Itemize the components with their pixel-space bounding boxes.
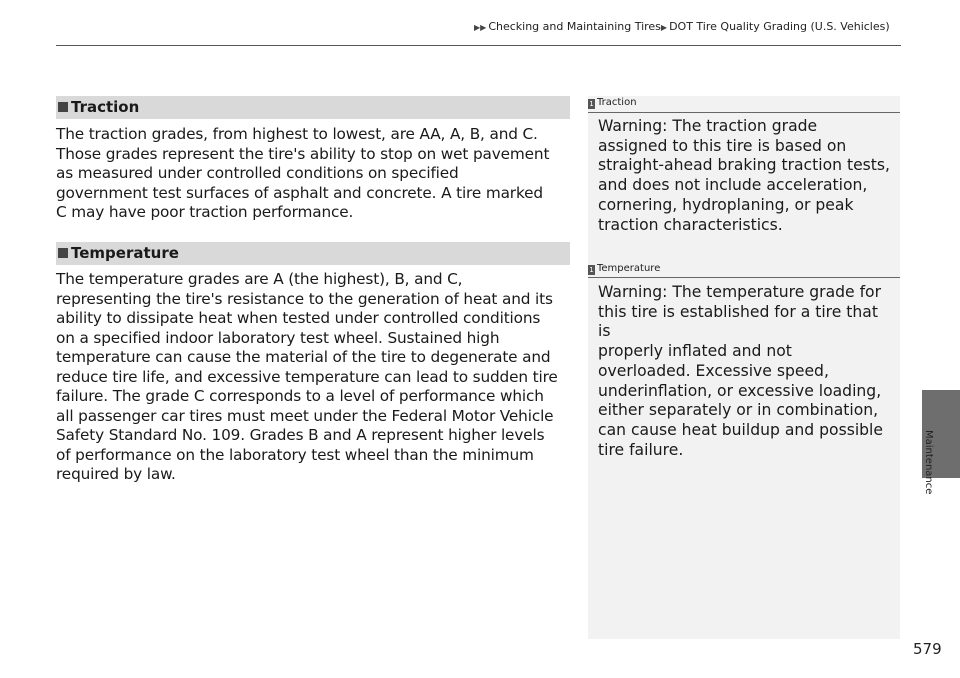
text-line: straight-ahead braking traction tests, <box>598 156 890 175</box>
chapter-label: Maintenance <box>923 430 934 495</box>
triangle-icon: ▶▶ <box>474 23 487 32</box>
section-heading-traction <box>56 96 570 119</box>
text-line: C may have poor traction performance. <box>56 203 354 221</box>
header-rule <box>56 45 901 46</box>
text-line: failure. The grade C corresponds to a level of performance which <box>56 387 544 405</box>
note-rule <box>588 277 900 278</box>
note-traction-text <box>598 117 894 235</box>
text-line: Safety Standard No. 109. Grades B and A represent higher levels <box>56 426 545 444</box>
text-line: properly inflated and not <box>598 342 792 361</box>
text-line: The traction grades, from highest to lowest, are AA, A, B, and C. <box>56 125 538 143</box>
note-number-icon: 1 <box>589 100 594 108</box>
breadcrumb <box>474 20 890 33</box>
note-number-icon: 1 <box>589 266 594 274</box>
text-line: underinflation, or excessive loading, <box>598 381 882 400</box>
text-line: assigned to this tire is based on <box>598 136 847 155</box>
note-label-traction-text: Traction <box>597 97 637 108</box>
text-line: overloaded. Excessive speed, <box>598 361 829 380</box>
text-line: cornering, hydroplaning, or peak <box>598 195 854 214</box>
square-bullet-icon <box>58 248 68 258</box>
section-heading-traction-text: Traction <box>71 98 140 116</box>
note-label-temperature[interactable] <box>588 263 660 275</box>
text-line: Warning: The traction grade <box>598 117 818 135</box>
text-line: temperature can cause the material of the tire to degenerate and <box>56 348 551 366</box>
text-line: all passenger car tires must meet under the Federal Motor Vehicle <box>56 406 554 425</box>
text-line: either separately or in combination, <box>598 401 879 420</box>
text-line: The temperature grades are A (the highest), B, and C, <box>56 270 463 288</box>
square-bullet-icon <box>58 102 68 112</box>
text-line: traction characteristics. <box>598 215 783 234</box>
text-line: as measured under controlled conditions on specified <box>56 164 459 182</box>
text-line: ability to dissipate heat when tested under controlled conditions <box>56 309 541 327</box>
text-line: on a specified indoor laboratory test wheel. Sustained high <box>56 328 500 347</box>
breadcrumb-item-tires[interactable]: Checking and Maintaining Tires <box>488 20 661 33</box>
text-line: representing the tire's resistance to the generation of heat and its <box>56 289 553 308</box>
text-line: government test surfaces of asphalt and concrete. A tire marked <box>56 183 543 202</box>
text-line: this tire is established for a tire that is <box>598 302 878 341</box>
text-line: tire failure. <box>598 440 684 459</box>
text-line: can cause heat buildup and possible <box>598 420 883 439</box>
note-label-traction[interactable] <box>588 97 637 109</box>
note-label-temperature-text: Temperature <box>597 263 661 274</box>
section-heading-temperature <box>56 242 570 265</box>
temperature-paragraph <box>56 270 576 485</box>
traction-paragraph <box>56 125 576 223</box>
breadcrumb-item-dot-grading[interactable]: DOT Tire Quality Grading (U.S. Vehicles) <box>669 20 890 33</box>
note-temperature-text <box>598 283 894 460</box>
triangle-icon: ▶ <box>660 23 668 32</box>
text-line: Warning: The temperature grade for <box>598 283 882 301</box>
page-number: 579 <box>913 640 942 658</box>
text-line: required by law. <box>56 465 176 483</box>
text-line: and does not include acceleration, <box>598 176 868 195</box>
section-heading-temperature-text: Temperature <box>71 244 179 262</box>
text-line: reduce tire life, and excessive temperature can lead to sudden tire <box>56 367 558 386</box>
text-line: of performance on the laboratory test wheel than the minimum <box>56 445 534 464</box>
text-line: Those grades represent the tire's ability to stop on wet pavement <box>56 144 550 163</box>
note-rule <box>588 112 900 113</box>
